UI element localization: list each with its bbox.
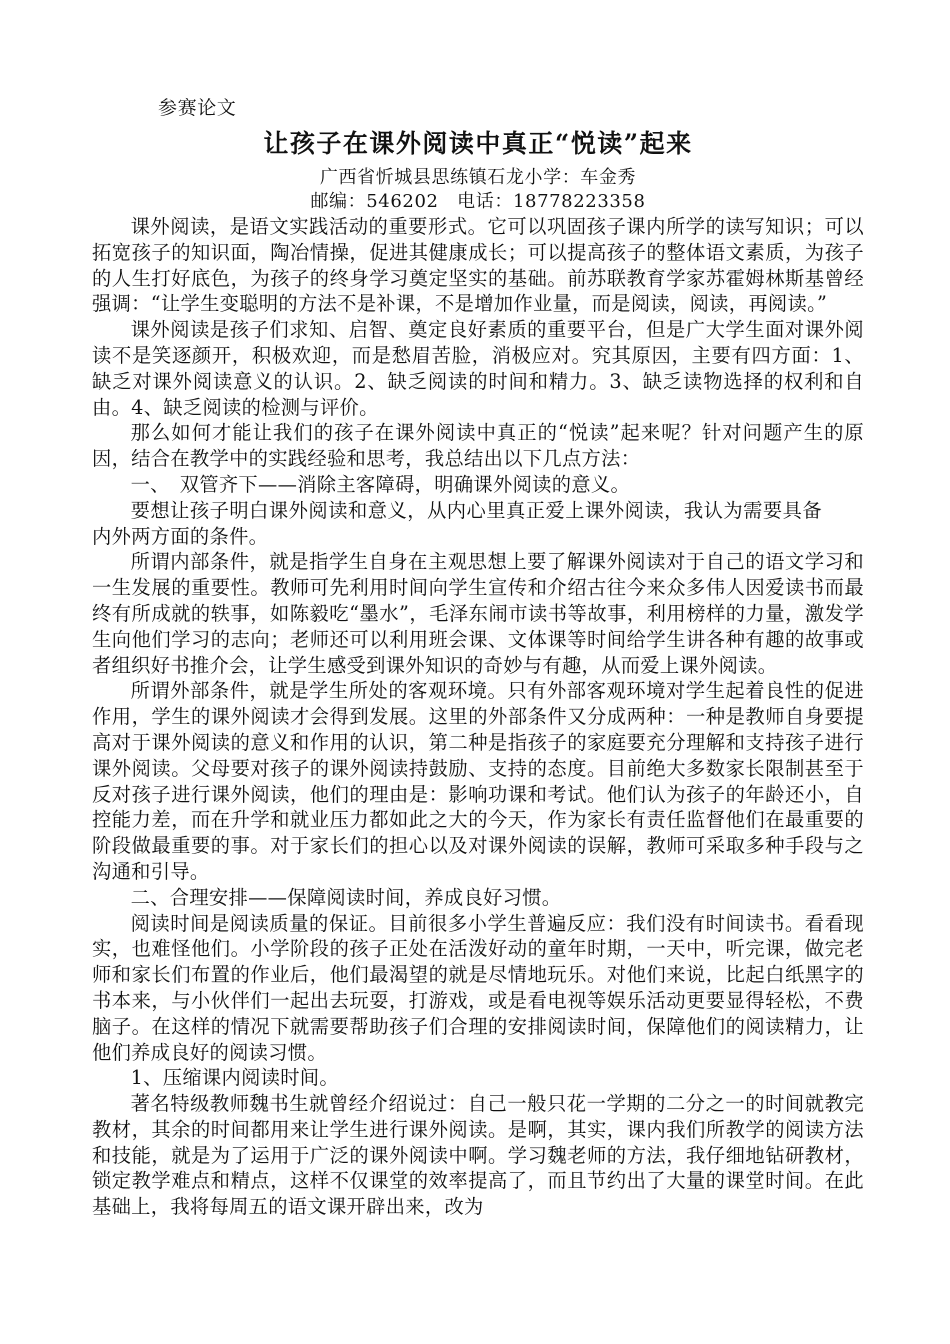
author-line: 广西省忻城县思练镇石龙小学：车金秀 xyxy=(319,167,637,188)
body-paragraph: 课外阅读是孩子们求知、启智、奠定良好素质的重要平台，但是广大学生面对课外阅读不是笑逐颜开，积极欢迎，而是愁眉苦脸，消极应对。究其原因，主要有四方面：1、缺乏对课外阅读意义的认识。2、缺乏阅读的时间和精力。3、缺乏读物选择的权利和自由。4、缺乏阅读的检测与评价。 xyxy=(92,318,864,419)
body-paragraph: 那么如何才能让我们的孩子在课外阅读中真正的“悦读”起来呢？针对问题产生的原因，结合在教学中的实践经验和思考，我总结出以下几点方法： xyxy=(92,421,864,471)
contact-line: 邮编：546202 电话：18778223358 xyxy=(310,191,646,212)
document-title: 让孩子在课外阅读中真正“悦读”起来 xyxy=(263,129,693,158)
contest-label: 参赛论文 xyxy=(158,97,237,119)
body-paragraph: 要想让孩子明白课外阅读和意义，从内心里真正爱上课外阅读，我认为需要具备内外两方面的条件。 xyxy=(92,498,822,548)
body-paragraph: 著名特级教师魏书生就曾经介绍说过：自己一般只花一学期的二分之一的时间就教完教材，其余的时间都用来让学生进行课外阅读。是啊，其实，课内我们所教学的阅读方法和技能，就是为了运用于广泛的课外阅读中啊。学习魏老师的方法，我仔细地钻研教材，锁定教学难点和精点，这样不仅课堂的效率提高了，而且节约出了大量的课堂时间。在此基础上，我将每周五的语文课开辟出来，改为 xyxy=(92,1092,864,1219)
section-heading: 二、合理安排——保障阅读时间，养成良好习惯。 xyxy=(130,885,562,909)
section-heading: 一、 双管齐下——消除主客障碍，明确课外阅读的意义。 xyxy=(130,472,631,496)
document-content xyxy=(92,96,864,1220)
body-paragraph: 课外阅读，是语文实践活动的重要形式。它可以巩固孩子课内所学的读写知识；可以拓宽孩子的知识面，陶冶情操，促进其健康成长；可以提高孩子的整体语文素质，为孩子的人生打好底色，为孩子的终身学习奠定坚实的基础。前苏联教育学家苏霍姆林斯基曾经强调：“让学生变聪明的方法不是补课，不是增加作业量，而是阅读，阅读，再阅读。” xyxy=(92,215,864,316)
document-body xyxy=(92,214,864,1220)
body-paragraph: 阅读时间是阅读质量的保证。目前很多小学生普遍反应：我们没有时间读书。看看现实，也难怪他们。小学阶段的孩子正处在活泼好动的童年时期，一天中，听完课，做完老师和家长们布置的作业后，他们最渴望的就是尽情地玩乐。对他们来说，比起白纸黑字的书本来，与小伙伴们一起出去玩耍，打游戏，或是看电视等娱乐活动更要显得轻松，不费脑子。在这样的情况下就需要帮助孩子们合理的安排阅读时间，保障他们的阅读精力，让他们养成良好的阅读习惯。 xyxy=(92,911,864,1064)
body-paragraph: 所谓外部条件，就是学生所处的客观环境。只有外部客观环境对学生起着良性的促进作用，学生的课外阅读才会得到发展。这里的外部条件又分成两种：一种是教师自身要提高对于课外阅读的意义和作用的认识，第二种是指孩子的家庭要充分理解和支持孩子进行课外阅读。父母要对孩子的课外阅读持鼓励、支持的态度。目前绝大多数家长限制甚至于反对孩子进行课外阅读，他们的理由是：影响功课和考试。他们认为孩子的年龄还小，自控能力差，而在升学和就业压力都如此之大的今天，作为家长有责任监督他们在最重要的阶段做最重要的事。对于家长们的担心以及对课外阅读的误解，教师可采取多种手段与之沟通和引导。 xyxy=(92,679,864,883)
subsection-heading: 1、压缩课内阅读时间。 xyxy=(130,1066,339,1090)
body-paragraph: 所谓内部条件，就是指学生自身在主观思想上要了解课外阅读对于自己的语文学习和一生发展的重要性。教师可先利用时间向学生宣传和介绍古往今来众多伟人因爱读书而最终有所成就的轶事，如陈毅吃“墨水”，毛泽东闹市读书等故事，利用榜样的力量，激发学生向他们学习的志向；老师还可以利用班会课、文体课等时间给学生讲各种有趣的故事或者组织好书推介会，让学生感受到课外知识的奇妙与有趣，从而爱上课外阅读。 xyxy=(92,550,864,677)
